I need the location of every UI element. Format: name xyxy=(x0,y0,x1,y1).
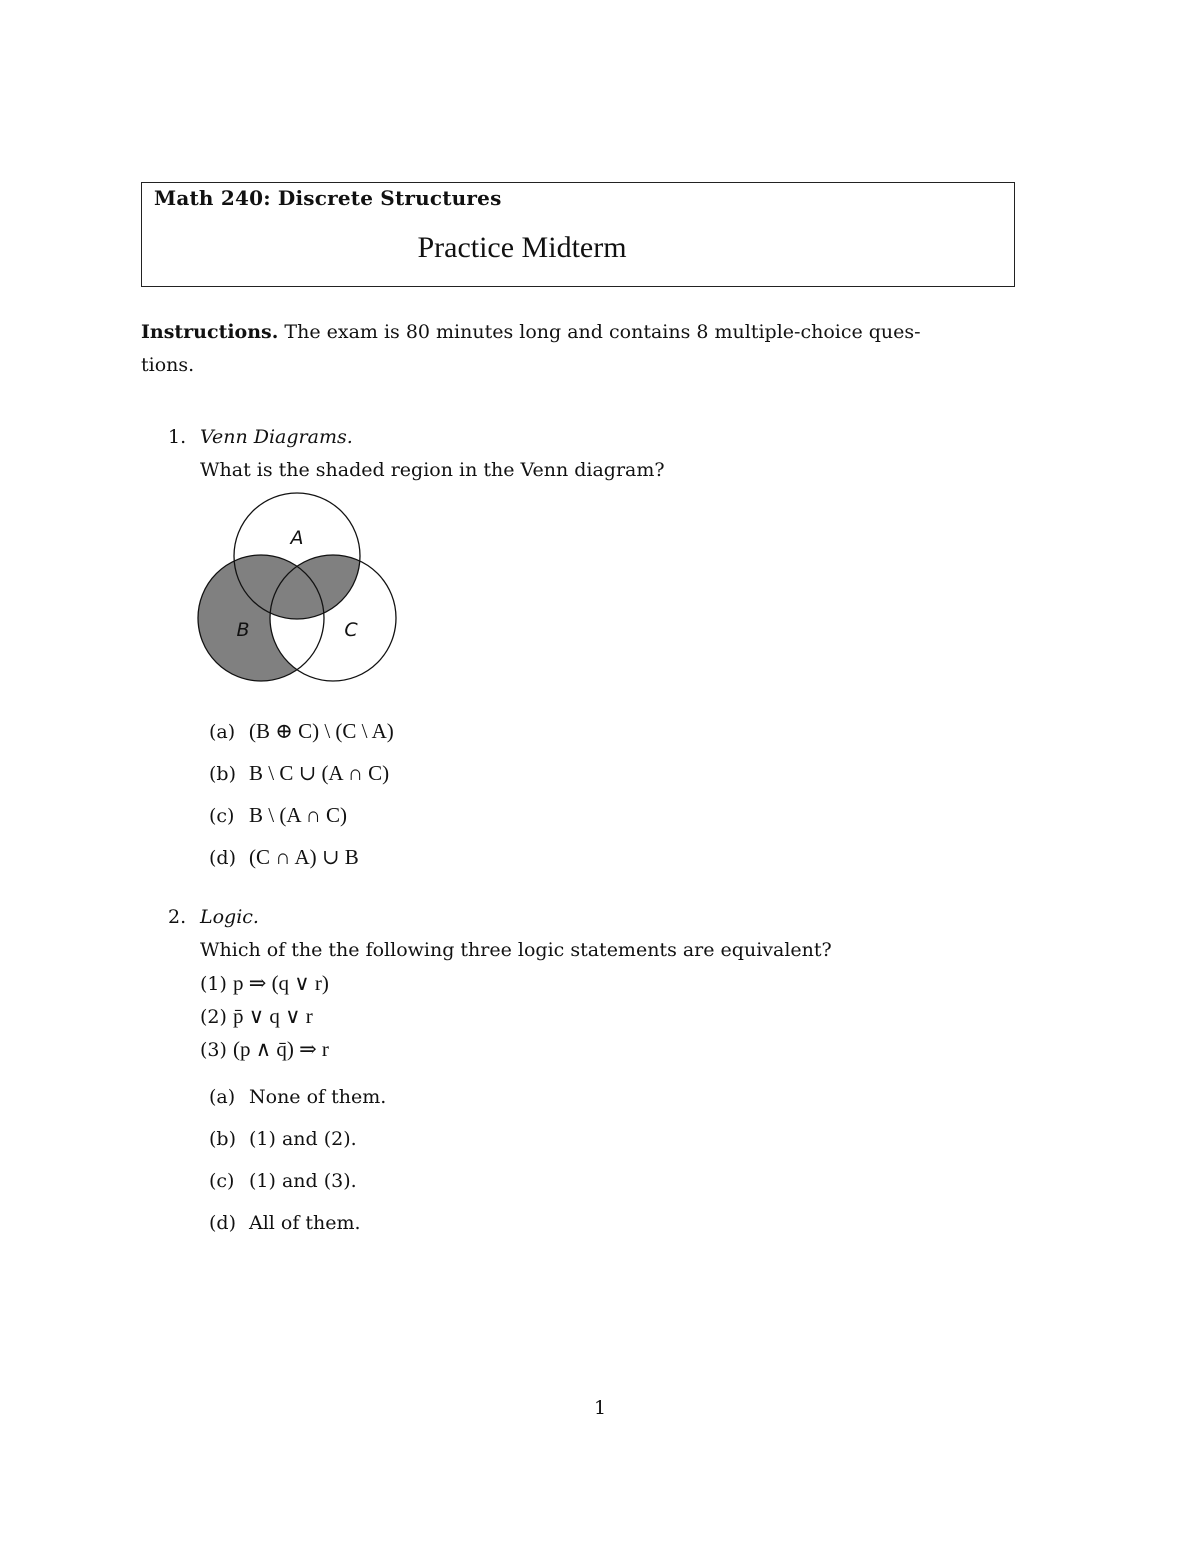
option-text: (C ∩ A) ∪ B xyxy=(249,845,359,869)
venn-label-a: A xyxy=(290,527,304,549)
option-label: (b) xyxy=(209,1128,236,1150)
question-2-title: Logic. xyxy=(200,906,259,928)
option-label: (b) xyxy=(209,763,236,785)
instructions-text-cont: tions. xyxy=(141,354,195,376)
statement-2 xyxy=(200,1000,313,1034)
question-2-option-c xyxy=(209,1170,357,1192)
statement-text: (p ∧ q̄) ⇒ r xyxy=(232,1037,329,1061)
statement-text: p ⇒ (q ∨ r) xyxy=(232,971,329,995)
venn-label-c: C xyxy=(344,619,358,641)
option-text: (1) and (2). xyxy=(249,1128,357,1150)
question-2-option-a xyxy=(209,1086,386,1108)
option-label: (c) xyxy=(209,1170,235,1192)
title-box xyxy=(141,182,1015,287)
option-text: None of them. xyxy=(249,1086,387,1108)
option-label: (c) xyxy=(209,805,235,827)
question-1-option-c xyxy=(209,803,347,828)
option-label: (a) xyxy=(209,1086,236,1108)
instructions-label: Instructions. xyxy=(141,321,279,343)
question-1-option-d xyxy=(209,845,359,870)
exam-title: Practice Midterm xyxy=(417,231,627,264)
option-text: All of them. xyxy=(249,1212,361,1234)
statement-label: (2) xyxy=(200,1006,227,1028)
statement-1 xyxy=(200,967,329,1001)
statement-3 xyxy=(200,1033,329,1067)
instructions-text: The exam is 80 minutes long and contains 8 multiple-choice ques- xyxy=(284,321,921,343)
statement-text: p̄ ∨ q ∨ r xyxy=(232,1004,313,1028)
question-1-prompt: What is the shaded region in the Venn diagram? xyxy=(200,459,665,481)
option-label: (d) xyxy=(209,847,236,869)
option-text: B \ C ∪ (A ∩ C) xyxy=(249,761,390,785)
statement-label: (3) xyxy=(200,1039,227,1061)
question-1-title: Venn Diagrams. xyxy=(200,426,353,448)
venn-label-b: B xyxy=(236,619,250,641)
question-2-option-d xyxy=(209,1212,361,1234)
question-1-option-a xyxy=(209,719,394,744)
question-2-prompt: Which of the the following three logic statements are equivalent? xyxy=(200,939,832,961)
course-name: Math 240: Discrete Structures xyxy=(154,186,502,210)
option-label: (a) xyxy=(209,721,236,743)
option-text: (1) and (3). xyxy=(249,1170,357,1192)
question-1-option-b xyxy=(209,761,389,786)
option-text: (B ⊕ C) \ (C \ A) xyxy=(249,719,394,743)
question-2-option-b xyxy=(209,1128,357,1150)
statement-label: (1) xyxy=(200,973,227,995)
instructions xyxy=(141,316,921,382)
question-1-number: 1. xyxy=(168,426,187,448)
page-number: 1 xyxy=(593,1397,607,1419)
option-label: (d) xyxy=(209,1212,236,1234)
venn-diagram xyxy=(190,486,405,688)
option-text: B \ (A ∩ C) xyxy=(249,803,348,827)
question-2-number: 2. xyxy=(168,906,187,928)
